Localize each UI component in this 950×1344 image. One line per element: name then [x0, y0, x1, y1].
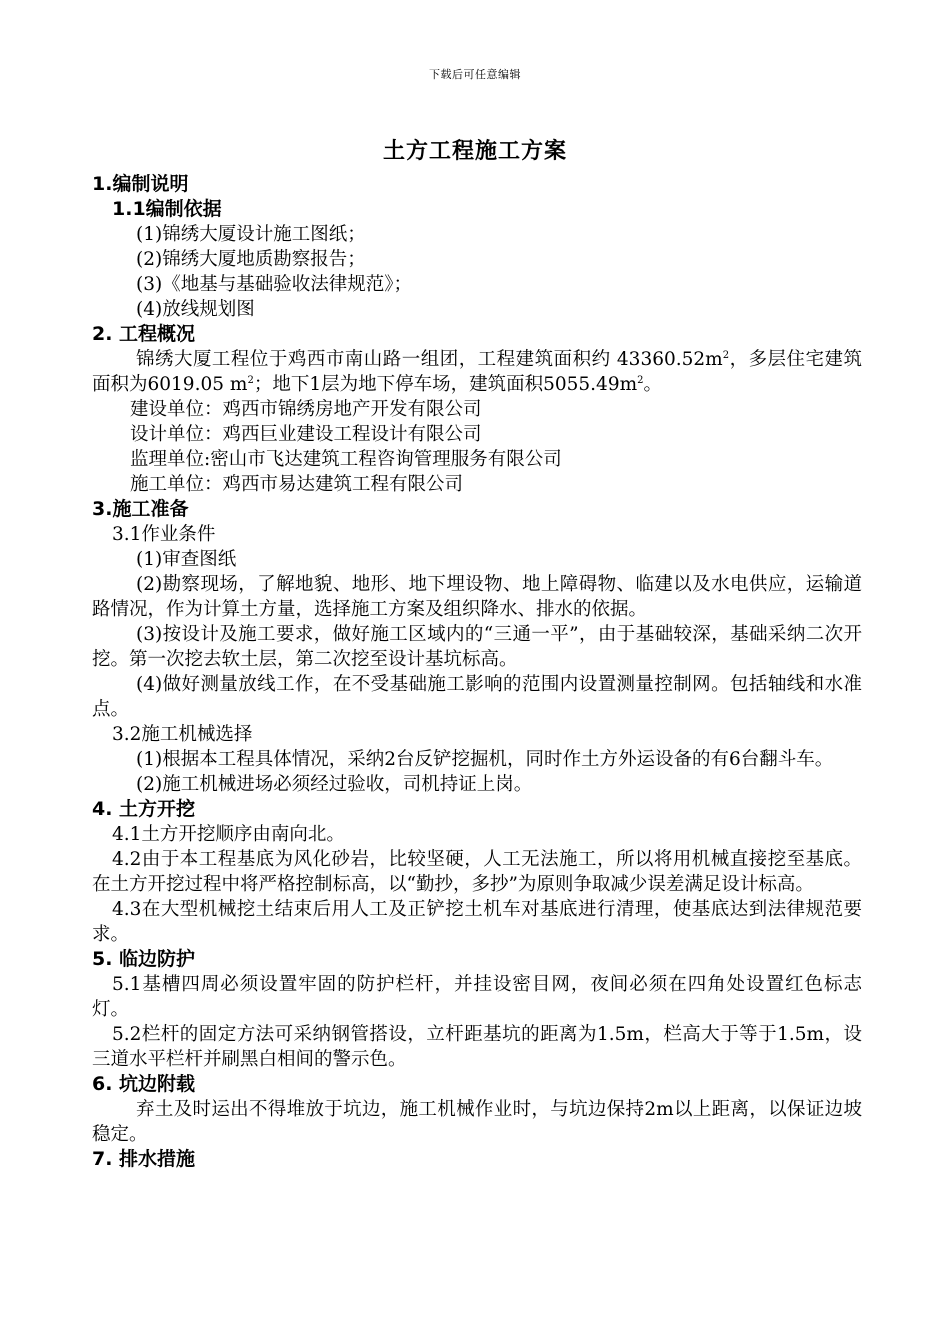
excavation-item: 4.2由于本工程基底为风化砂岩，比较坚硬，人工无法施工，所以将用机械直接挖至基底。在土方开挖过程中将严格控制标高，以“勤抄，多抄”为原则争取减少误差满足设计标高。 [92, 849, 862, 895]
section-3-1-heading: 3.1作业条件 [112, 524, 216, 545]
section-1-1-heading: 1.1编制依据 [112, 198, 222, 220]
pit-edge-load-paragraph: 弃土及时运出不得堆放于坑边，施工机械作业时，与坑边保持2m以上距离，以保证边坡稳定。 [92, 1099, 862, 1145]
section-3-heading: 3.施工准备 [92, 498, 189, 520]
document-body [92, 172, 862, 1172]
document-title: 土方工程施工方案 [382, 139, 567, 164]
basis-item: (4)放线规划图 [136, 299, 255, 320]
machinery-item: (2)施工机械进场必须经过验收，司机持证上岗。 [136, 774, 533, 795]
section-4-heading: 4. 土方开挖 [92, 798, 196, 820]
superscript-2: 2 [722, 350, 730, 361]
overview-text-c: ；地下1层为地下停车场，建筑面积5055.49m [253, 374, 638, 395]
section-2-heading: 2. 工程概况 [92, 323, 196, 345]
basis-item: (3)《地基与基础验收法律规范》； [136, 274, 412, 295]
overview-text-d: 。 [643, 374, 663, 395]
unit-line-contractor: 施工单位：鸡西市易达建筑工程有限公司 [130, 474, 464, 495]
unit-line-designer: 设计单位：鸡西巨业建设工程设计有限公司 [130, 424, 482, 445]
section-7-heading: 7. 排水措施 [92, 1148, 196, 1170]
superscript-2: 2 [637, 375, 644, 386]
superscript-2: 2 [247, 375, 254, 386]
overview-text-a: 锦绣大厦工程位于鸡西市南山路一组团，工程建筑面积约 43360.52m [136, 349, 723, 370]
prep-item: (1)审查图纸 [136, 549, 237, 570]
basis-item: (1)锦绣大厦设计施工图纸； [136, 224, 366, 245]
section-6-heading: 6. 坑边附载 [92, 1073, 196, 1095]
header-note: 下载后可任意编辑 [429, 68, 521, 81]
excavation-item: 4.3在大型机械挖土结束后用人工及正铲挖土机车对基底进行清理，使基底达到法律规范要求。 [92, 899, 862, 945]
section-1-heading: 1.编制说明 [92, 173, 189, 195]
project-overview-paragraph [92, 347, 862, 397]
unit-line-construction-owner: 建设单位：鸡西市锦绣房地产开发有限公司 [130, 399, 482, 420]
machinery-item: (1)根据本工程具体情况，采纳2台反铲挖掘机，同时作土方外运设备的有6台翻斗车。 [136, 749, 834, 770]
overview-text-b: ，多层住宅建筑面积为6019.05 m [92, 349, 862, 395]
prep-item: (2)勘察现场，了解地貌、地形、地下埋设物、地上障碍物、临建以及水电供应，运输道路情况，作为计算土方量，选择施工方案及组织降水、排水的依据。 [92, 574, 862, 620]
edge-protection-item: 5.2栏杆的固定方法可采纳钢管搭设，立杆距基坑的距离为1.5m，栏高大于等于1.5m，设三道水平栏杆并刷黑白相间的警示色。 [92, 1024, 862, 1070]
edge-protection-item: 5.1基槽四周必须设置牢固的防护栏杆，并挂设密目网，夜间必须在四角处设置红色标志灯。 [92, 974, 862, 1020]
section-3-2-heading: 3.2施工机械选择 [112, 724, 253, 745]
unit-line-supervisor: 监理单位:密山市飞达建筑工程咨询管理服务有限公司 [130, 449, 562, 470]
prep-item: (3)按设计及施工要求，做好施工区域内的“三通一平”，由于基础较深，基础采纳二次开挖。第一次挖去软土层，第二次挖至设计基坑标高。 [92, 624, 862, 670]
section-5-heading: 5. 临边防护 [92, 948, 196, 970]
basis-item: (2)锦绣大厦地质勘察报告； [136, 249, 366, 270]
prep-item: (4)做好测量放线工作，在不受基础施工影响的范围内设置测量控制网。包括轴线和水准点。 [92, 674, 862, 720]
excavation-item: 4.1土方开挖顺序由南向北。 [112, 824, 345, 845]
